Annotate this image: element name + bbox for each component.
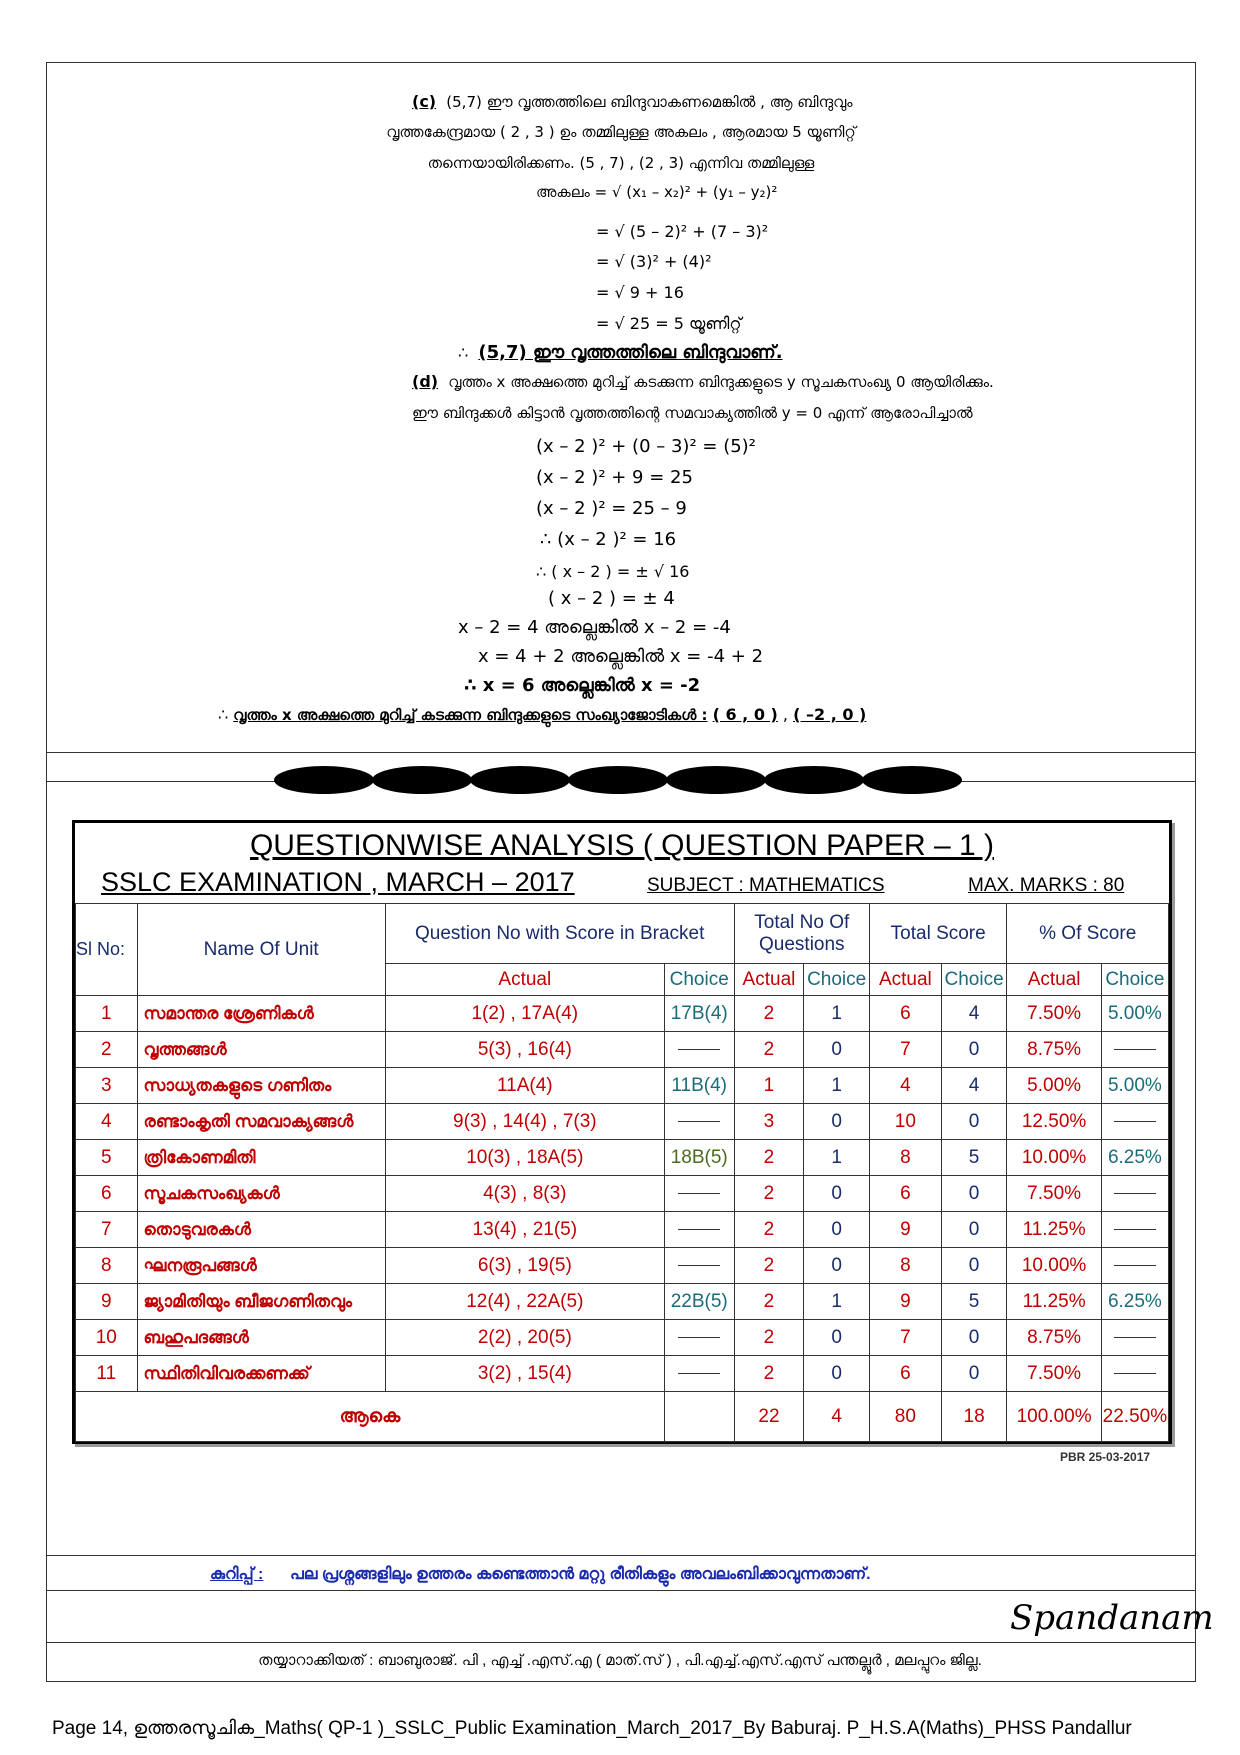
row-s-actual: 6 [869,996,941,1032]
row-p-choice: 5.00% [1101,996,1168,1032]
row-q-actual: 6(3) , 19(5) [385,1248,664,1284]
c-conclusion [458,342,783,363]
d-pair-2: ( –2 , 0 ) [793,705,867,724]
row-q-choice [664,1032,734,1068]
d-line-2: ഈ ബിന്ദുക്കൾ കിട്ടാൻ വൃത്തത്തിന്റെ സമവാക്യത്തിൽ y = 0 എന്ന് ആരോപിച്ചാൽ [412,404,973,422]
divider-line [46,752,1196,753]
row-s-actual: 4 [869,1068,941,1104]
ornament-oval [274,766,374,794]
dash-mark [678,1229,720,1230]
dash-mark [1114,1049,1156,1050]
row-n-actual: 2 [734,1212,804,1248]
ornament-oval [470,766,570,794]
table-row [76,1212,1169,1248]
c-label: (c) [412,92,437,111]
subheader-actual: Actual [385,964,664,996]
row-n-choice: 1 [804,1068,870,1104]
table-row [76,1320,1169,1356]
row-unit: ത്രികോണമിതി [137,1140,385,1176]
subheader-choice: Choice [941,964,1007,996]
c-line-2: വൃത്തകേന്ദ്രമായ ( 2 , 3 ) ഉം തമ്മിലുള്ള അകലം , ആരമായ 5 യൂണിറ്റ് [386,123,856,141]
row-n-actual: 2 [734,1284,804,1320]
c-line-6: = √ (3)² + (4)² [596,252,712,271]
row-unit: രണ്ടാംകൃതി സമവാക്യങ്ങൾ [137,1104,385,1140]
total-spacer [664,1392,734,1442]
table-row [76,1356,1169,1392]
row-q-actual: 3(2) , 15(4) [385,1356,664,1392]
dash-mark [678,1121,720,1122]
dash-mark [678,1265,720,1266]
table-row [76,1248,1169,1284]
row-s-choice: 5 [941,1284,1007,1320]
d-label: (d) [412,372,439,391]
ornament-oval [862,766,962,794]
exam-title: SSLC EXAMINATION , MARCH – 2017 [101,867,575,897]
row-s-choice: 0 [941,1176,1007,1212]
row-p-choice [1101,1104,1168,1140]
row-n-actual: 2 [734,1140,804,1176]
row-n-actual: 2 [734,996,804,1032]
row-p-actual: 12.50% [1007,1104,1101,1140]
d-pair-1: ( 6 , 0 ) [712,705,778,724]
dash-mark [678,1373,720,1374]
row-q-choice: 22B(5) [664,1284,734,1320]
row-s-actual: 7 [869,1032,941,1068]
table-row [76,1032,1169,1068]
row-n-choice: 0 [804,1356,870,1392]
row-q-choice [664,1176,734,1212]
subheader-actual: Actual [869,964,941,996]
table-row [76,1284,1169,1320]
total-row [76,1392,1169,1442]
c-line-5: = √ (5 – 2)² + (7 – 3)² [596,222,769,241]
row-s-actual: 9 [869,1212,941,1248]
row-q-choice: 18B(5) [664,1140,734,1176]
row-p-actual: 11.25% [1007,1284,1101,1320]
row-p-actual: 8.75% [1007,1032,1101,1068]
row-p-actual: 7.50% [1007,1356,1101,1392]
row-q-choice [664,1248,734,1284]
row-n-choice: 0 [804,1032,870,1068]
subheader-choice: Choice [804,964,870,996]
total-p-actual: 100.00% [1007,1392,1101,1442]
row-n-choice: 0 [804,1212,870,1248]
divider-line [46,1555,1196,1556]
dash-mark [1114,1337,1156,1338]
analysis-rows [76,996,1169,1392]
header-total-questions: Total No Of Questions [734,904,869,964]
row-sl: 3 [76,1068,138,1104]
row-s-actual: 6 [869,1176,941,1212]
row-p-actual: 7.50% [1007,1176,1101,1212]
table-row [76,996,1169,1032]
row-p-actual: 11.25% [1007,1212,1101,1248]
row-sl: 9 [76,1284,138,1320]
subheader-choice: Choice [1101,964,1168,996]
ornament-oval [764,766,864,794]
row-q-choice [664,1356,734,1392]
divider-line [46,1590,1196,1591]
row-n-choice: 0 [804,1248,870,1284]
c-line-1 [412,92,853,111]
d-conclusion: ∴ വൃത്തം x അക്ഷത്തെ മുറിച്ച് കടക്കുന്ന ബിന്ദുക്കളുടെ സംഖ്യാജോടികൾ : ( 6 , 0 ) , ( –2 , 0 ) [218,705,867,724]
row-n-actual: 2 [734,1248,804,1284]
note-row [210,1566,871,1584]
row-p-choice: 5.00% [1101,1068,1168,1104]
row-q-actual: 4(3) , 8(3) [385,1176,664,1212]
total-label: ആകെ [76,1392,665,1442]
analysis-title-text: QUESTIONWISE ANALYSIS ( QUESTION PAPER – 1 ) [249,829,995,862]
d-eq-3: (x – 2 )² = 25 – 9 [536,498,687,519]
row-n-actual: 2 [734,1356,804,1392]
row-sl: 11 [76,1356,138,1392]
subheader-actual: Actual [1007,964,1101,996]
header-unit: Name Of Unit [137,904,385,996]
c-conclusion-text: (5,7) ഈ വൃത്തത്തിലെ ബിന്ദുവാണ്. [478,342,783,363]
therefore-symbol: ∴ [458,343,469,362]
d-line-1 [412,372,994,391]
row-s-choice: 4 [941,1068,1007,1104]
subheader-choice: Choice [664,964,734,996]
row-unit: സൂചകസംഖ്യകൾ [137,1176,385,1212]
d-eq-4: ∴ (x – 2 )² = 16 [540,529,677,550]
dash-mark [1114,1121,1156,1122]
row-unit: ബഹുപദങ്ങൾ [137,1320,385,1356]
row-s-choice: 4 [941,996,1007,1032]
row-n-actual: 2 [734,1032,804,1068]
dash-mark [1114,1373,1156,1374]
d-eq-2: (x – 2 )² + 9 = 25 [536,467,693,488]
max-marks-label: MAX. MARKS : 80 [968,875,1125,896]
row-p-choice [1101,1176,1168,1212]
date-stamp: PBR 25-03-2017 [1060,1450,1151,1464]
row-s-choice: 0 [941,1356,1007,1392]
row-s-actual: 8 [869,1140,941,1176]
row-p-choice [1101,1248,1168,1284]
row-q-actual: 12(4) , 22A(5) [385,1284,664,1320]
row-n-choice: 0 [804,1104,870,1140]
row-p-actual: 10.00% [1007,1248,1101,1284]
table-row [76,1140,1169,1176]
row-unit: സ്ഥിതിവിവരക്കണക്ക് [137,1356,385,1392]
row-unit: സമാന്തര ശ്രേണികൾ [137,996,385,1032]
note-text: പല പ്രശ്നങ്ങളിലും ഉത്തരം കണ്ടെത്താൻ മറ്റു രീതികളും അവലംബിക്കാവുന്നതാണ്. [290,1566,871,1583]
row-s-actual: 10 [869,1104,941,1140]
c-line-3: തന്നെയായിരിക്കണം. (5 , 7) , (2 , 3) എന്നിവ തമ്മിലുള്ള [427,154,815,172]
row-n-choice: 0 [804,1176,870,1212]
analysis-table [75,903,1169,1442]
row-n-choice: 1 [804,1284,870,1320]
d-text-1: വൃത്തം x അക്ഷത്തെ മുറിച്ച് കടക്കുന്ന ബിന്ദുക്കളുടെ y സൂചകസംഖ്യ 0 ആയിരിക്കും. [448,373,994,391]
row-p-choice [1101,1356,1168,1392]
row-s-actual: 6 [869,1356,941,1392]
row-p-actual: 5.00% [1007,1068,1101,1104]
subject-label: SUBJECT : MATHEMATICS [647,875,885,896]
row-p-choice [1101,1032,1168,1068]
row-p-choice: 6.25% [1101,1140,1168,1176]
header-question-no: Question No with Score in Bracket [385,904,734,964]
row-sl: 1 [76,996,138,1032]
analysis-panel [72,820,1172,1444]
row-n-actual: 1 [734,1068,804,1104]
row-q-choice [664,1212,734,1248]
row-s-actual: 7 [869,1320,941,1356]
page-footer: Page 14, ഉത്തരസൂചിക_Maths( QP-1 )_SSLC_Public Examination_March_2017_By Baburaj. P_H.S.A(Maths)_PHSS Pandallur [52,1718,1132,1739]
d-eq-8: x = 4 + 2 അല്ലെങ്കിൽ x = -4 + 2 [478,646,764,667]
c-line-4: അകലം = √ (x₁ – x₂)² + (y₁ – y₂)² [536,183,778,201]
row-p-actual: 10.00% [1007,1140,1101,1176]
row-unit: തൊടുവരകൾ [137,1212,385,1248]
d-conclusion-text: വൃത്തം x അക്ഷത്തെ മുറിച്ച് കടക്കുന്ന ബിന്ദുക്കളുടെ സംഖ്യാജോടികൾ : [233,706,708,724]
solution-section [46,62,1196,752]
total-n-actual: 22 [734,1392,804,1442]
d-eq-9: ∴ x = 6 അല്ലെങ്കിൽ x = -2 [464,675,701,696]
header-percent: % Of Score [1007,904,1169,964]
header-sl: Sl No: [76,904,138,996]
row-s-choice: 0 [941,1104,1007,1140]
signature: Spandanam [1010,1598,1214,1638]
row-sl: 7 [76,1212,138,1248]
row-q-choice: 17B(4) [664,996,734,1032]
d-eq-6: ( x – 2 ) = ± 4 [548,588,675,609]
d-eq-5: ∴ ( x – 2 ) = ± √ 16 [536,562,690,581]
c-line-8: = √ 25 = 5 യൂണിറ്റ് [596,314,742,333]
row-s-choice: 5 [941,1140,1007,1176]
total-p-choice: 22.50% [1101,1392,1168,1442]
row-s-choice: 0 [941,1320,1007,1356]
dash-mark [678,1337,720,1338]
subheader-actual: Actual [734,964,804,996]
row-s-actual: 9 [869,1284,941,1320]
dash-mark [1114,1265,1156,1266]
total-n-choice: 4 [804,1392,870,1442]
row-q-actual: 9(3) , 14(4) , 7(3) [385,1104,664,1140]
row-q-choice [664,1320,734,1356]
row-sl: 8 [76,1248,138,1284]
row-p-actual: 8.75% [1007,1320,1101,1356]
dash-mark [678,1049,720,1050]
row-unit: ജ്യാമിതിയും ബീജഗണിതവും [137,1284,385,1320]
row-sl: 5 [76,1140,138,1176]
row-q-actual: 11A(4) [385,1068,664,1104]
therefore-symbol: ∴ [218,705,229,724]
note-label: കുറിപ്പ് : [210,1566,264,1583]
row-s-choice: 0 [941,1032,1007,1068]
ornament-line-left [46,781,276,782]
row-q-actual: 5(3) , 16(4) [385,1032,664,1068]
header-total-score: Total Score [869,904,1006,964]
row-q-choice: 11B(4) [664,1068,734,1104]
row-p-actual: 7.50% [1007,996,1101,1032]
row-q-actual: 10(3) , 18A(5) [385,1140,664,1176]
c-line-7: = √ 9 + 16 [596,283,684,302]
dash-mark [1114,1229,1156,1230]
dash-mark [1114,1193,1156,1194]
total-s-choice: 18 [941,1392,1007,1442]
row-q-actual: 2(2) , 20(5) [385,1320,664,1356]
c-text-1: (5,7) ഈ വൃത്തത്തിലെ ബിന്ദുവാകണമെങ്കിൽ , ആ ബിന്ദുവും [446,93,853,111]
row-unit: സാധ്യതകളുടെ ഗണിതം [137,1068,385,1104]
dash-mark [678,1193,720,1194]
ornament-line-right [960,781,1196,782]
row-sl: 2 [76,1032,138,1068]
divider-line [46,1642,1196,1643]
row-p-choice [1101,1320,1168,1356]
row-n-choice: 0 [804,1320,870,1356]
row-q-actual: 13(4) , 21(5) [385,1212,664,1248]
table-row [76,1176,1169,1212]
total-s-actual: 80 [869,1392,941,1442]
row-p-choice [1101,1212,1168,1248]
row-s-actual: 8 [869,1248,941,1284]
ornament-oval [568,766,668,794]
row-q-actual: 1(2) , 17A(4) [385,996,664,1032]
row-sl: 10 [76,1320,138,1356]
ornament-oval [372,766,472,794]
row-n-actual: 2 [734,1176,804,1212]
row-n-choice: 1 [804,996,870,1032]
row-unit: ഘനരൂപങ്ങൾ [137,1248,385,1284]
analysis-title [75,829,1169,863]
row-n-actual: 2 [734,1320,804,1356]
row-p-choice: 6.25% [1101,1284,1168,1320]
row-s-choice: 0 [941,1212,1007,1248]
row-sl: 6 [76,1176,138,1212]
row-sl: 4 [76,1104,138,1140]
d-eq-1: (x – 2 )² + (0 – 3)² = (5)² [536,436,756,457]
row-q-choice [664,1104,734,1140]
table-row [76,1068,1169,1104]
ornament-oval [666,766,766,794]
row-n-choice: 1 [804,1140,870,1176]
row-unit: വൃത്തങ്ങൾ [137,1032,385,1068]
prepared-by: തയ്യാറാക്കിയത് : ബാബുരാജ്. പി , എച്ച് .എസ്.എ ( മാത്.സ് ) , പി.എച്ച്.എസ്.എസ് പന്തല്ലൂർ , മലപ്പുറം ജില്ല. [258,1652,982,1669]
d-eq-7: x – 2 = 4 അല്ലെങ്കിൽ x – 2 = -4 [458,617,731,638]
row-s-choice: 0 [941,1248,1007,1284]
row-n-actual: 3 [734,1104,804,1140]
table-row [76,1104,1169,1140]
